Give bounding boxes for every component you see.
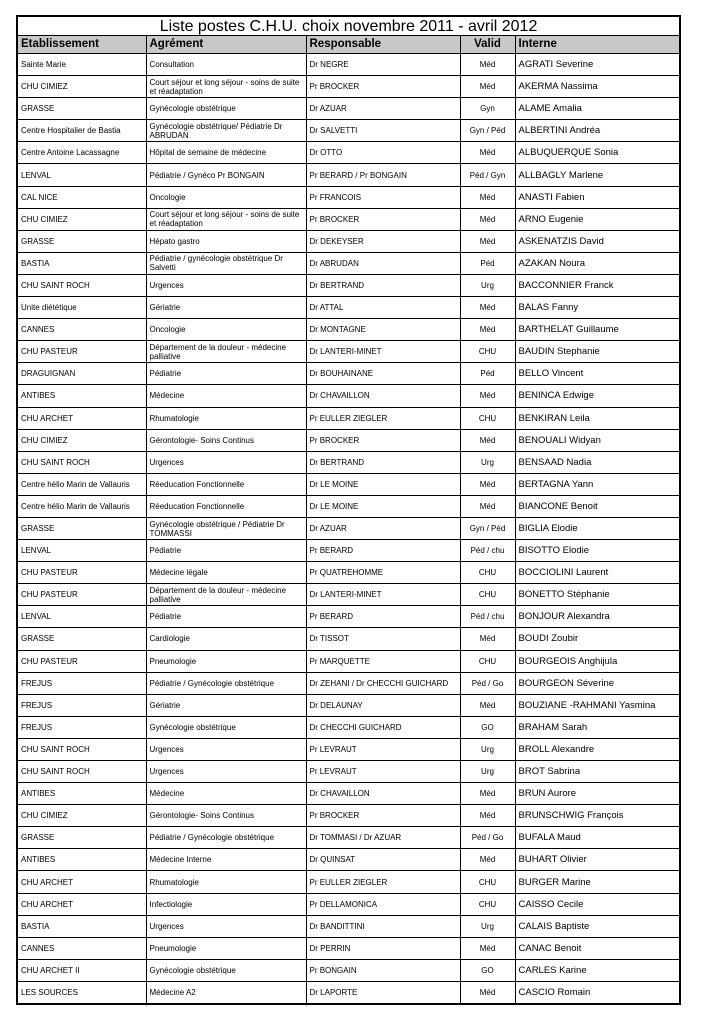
cell-valid: Péd / Go bbox=[460, 672, 515, 694]
cell-valid: Méd bbox=[460, 783, 515, 805]
cell-interne: ANASTI Fabien bbox=[515, 186, 680, 208]
table-row bbox=[17, 451, 680, 473]
cell-etablissement: Unite diététique bbox=[17, 297, 146, 319]
col-header-agrement: Agrément bbox=[146, 36, 306, 54]
cell-responsable: Dr TISSOT bbox=[306, 628, 460, 650]
cell-responsable: Pr LEVRAUT bbox=[306, 761, 460, 783]
cell-agrement: Urgences bbox=[146, 915, 306, 937]
cell-etablissement: DRAGUIGNAN bbox=[17, 363, 146, 385]
cell-interne: BUHART Olivier bbox=[515, 849, 680, 871]
table-row bbox=[17, 849, 680, 871]
cell-valid: Gyn / Péd bbox=[460, 517, 515, 539]
table-row bbox=[17, 54, 680, 76]
cell-valid: Urg bbox=[460, 451, 515, 473]
cell-responsable: Pr MARQUETTE bbox=[306, 650, 460, 672]
table-row bbox=[17, 871, 680, 893]
cell-interne: ASKENATZIS David bbox=[515, 230, 680, 252]
table-row bbox=[17, 981, 680, 1003]
cell-responsable: Dr MONTAGNE bbox=[306, 319, 460, 341]
cell-valid: Méd bbox=[460, 186, 515, 208]
header-row bbox=[17, 36, 680, 54]
cell-interne: BENOUALI Widyan bbox=[515, 429, 680, 451]
cell-etablissement: FREJUS bbox=[17, 716, 146, 738]
table-row bbox=[17, 738, 680, 760]
col-header-responsable: Responsable bbox=[306, 36, 460, 54]
table-row bbox=[17, 186, 680, 208]
cell-interne: BOURGEOIS Anghijula bbox=[515, 650, 680, 672]
cell-interne: BARTHELAT Guillaume bbox=[515, 319, 680, 341]
cell-interne: BIANCONE Benoit bbox=[515, 495, 680, 517]
cell-etablissement: CHU SAINT ROCH bbox=[17, 274, 146, 296]
cell-interne: BROT Sabrina bbox=[515, 761, 680, 783]
cell-valid: Méd bbox=[460, 230, 515, 252]
col-header-valid: Valid bbox=[460, 36, 515, 54]
cell-interne: BENKIRAN Leila bbox=[515, 407, 680, 429]
cell-agrement: Gérontologie- Soins Continus bbox=[146, 805, 306, 827]
cell-etablissement: GRASSE bbox=[17, 230, 146, 252]
table-row bbox=[17, 319, 680, 341]
cell-agrement: Département de la douleur - médecine palliative bbox=[146, 584, 306, 606]
cell-valid: Méd bbox=[460, 142, 515, 164]
cell-responsable: Dr ATTAL bbox=[306, 297, 460, 319]
cell-responsable: Pr LEVRAUT bbox=[306, 738, 460, 760]
cell-interne: BOUDI Zoubir bbox=[515, 628, 680, 650]
cell-agrement: Pédiatrie / gynécologie obstétrique Dr Salvetti bbox=[146, 252, 306, 274]
cell-responsable: Pr BROCKER bbox=[306, 429, 460, 451]
cell-interne: BRUNSCHWIG François bbox=[515, 805, 680, 827]
cell-agrement: Réeducation Fonctionnelle bbox=[146, 473, 306, 495]
cell-agrement: Rhumatologie bbox=[146, 407, 306, 429]
cell-interne: BROLL Alexandre bbox=[515, 738, 680, 760]
cell-responsable: Pr DELLAMONICA bbox=[306, 893, 460, 915]
col-header-etablissement: Etablissement bbox=[17, 36, 146, 54]
cell-etablissement: CANNES bbox=[17, 937, 146, 959]
cell-responsable: Dr CHAVAILLON bbox=[306, 783, 460, 805]
cell-responsable: Pr FRANCOIS bbox=[306, 186, 460, 208]
cell-interne: BOUZIANE -RAHMANI Yasmina bbox=[515, 694, 680, 716]
cell-etablissement: ANTIBES bbox=[17, 849, 146, 871]
cell-interne: BERTAGNA Yann bbox=[515, 473, 680, 495]
table-row bbox=[17, 164, 680, 186]
cell-agrement: Pédiatrie bbox=[146, 540, 306, 562]
cell-valid: Péd bbox=[460, 363, 515, 385]
cell-responsable: Dr LAPORTE bbox=[306, 981, 460, 1003]
cell-interne: AGRATI Severine bbox=[515, 54, 680, 76]
cell-responsable: Dr LANTERI-MINET bbox=[306, 341, 460, 363]
cell-agrement: Gérontologie- Soins Continus bbox=[146, 429, 306, 451]
cell-agrement: Pédiatrie bbox=[146, 363, 306, 385]
table-row bbox=[17, 915, 680, 937]
cell-valid: CHU bbox=[460, 341, 515, 363]
cell-interne: BOCCIOLINI Laurent bbox=[515, 562, 680, 584]
cell-etablissement: CHU PASTEUR bbox=[17, 341, 146, 363]
cell-agrement: Gériatrie bbox=[146, 297, 306, 319]
cell-etablissement: CHU SAINT ROCH bbox=[17, 451, 146, 473]
cell-responsable: Pr EULLER ZIEGLER bbox=[306, 407, 460, 429]
cell-interne: BELLO Vincent bbox=[515, 363, 680, 385]
cell-responsable: Pr BERARD bbox=[306, 606, 460, 628]
cell-valid: Méd bbox=[460, 628, 515, 650]
cell-agrement: Pneumologie bbox=[146, 937, 306, 959]
cell-interne: BONETTO Stéphanie bbox=[515, 584, 680, 606]
cell-etablissement: FREJUS bbox=[17, 672, 146, 694]
cell-agrement: Oncologie bbox=[146, 186, 306, 208]
cell-valid: Péd / chu bbox=[460, 540, 515, 562]
table-body bbox=[17, 54, 680, 1004]
cell-agrement: Réeducation Fonctionnelle bbox=[146, 495, 306, 517]
cell-agrement: Médecine bbox=[146, 385, 306, 407]
cell-valid: Méd bbox=[460, 981, 515, 1003]
table-row bbox=[17, 827, 680, 849]
cell-etablissement: Centre Hospitalier de Bastia bbox=[17, 120, 146, 142]
table-row bbox=[17, 385, 680, 407]
cell-etablissement: ANTIBES bbox=[17, 385, 146, 407]
table-row bbox=[17, 805, 680, 827]
cell-responsable: Dr CHECCHI GUICHARD bbox=[306, 716, 460, 738]
cell-agrement: Infectiologie bbox=[146, 893, 306, 915]
cell-etablissement: LENVAL bbox=[17, 164, 146, 186]
cell-responsable: Dr DELAUNAY bbox=[306, 694, 460, 716]
cell-etablissement: CHU CIMIEZ bbox=[17, 805, 146, 827]
cell-valid: Péd bbox=[460, 252, 515, 274]
cell-agrement: Pédiatrie bbox=[146, 606, 306, 628]
cell-etablissement: LENVAL bbox=[17, 606, 146, 628]
table-row bbox=[17, 893, 680, 915]
cell-etablissement: Sainte Marie bbox=[17, 54, 146, 76]
table-row bbox=[17, 252, 680, 274]
cell-interne: ALBERTINI Andréa bbox=[515, 120, 680, 142]
table-row bbox=[17, 716, 680, 738]
cell-agrement: Urgences bbox=[146, 274, 306, 296]
table-row bbox=[17, 274, 680, 296]
cell-interne: CANAC Benoit bbox=[515, 937, 680, 959]
cell-etablissement: FREJUS bbox=[17, 694, 146, 716]
cell-responsable: Pr BERARD bbox=[306, 540, 460, 562]
cell-valid: GO bbox=[460, 716, 515, 738]
cell-etablissement: Centre hélio Marin de Vallauris bbox=[17, 473, 146, 495]
cell-agrement: Pédiatrie / Gynéco Pr BONGAIN bbox=[146, 164, 306, 186]
cell-agrement: Oncologie bbox=[146, 319, 306, 341]
cell-etablissement: LENVAL bbox=[17, 540, 146, 562]
cell-valid: Péd / Go bbox=[460, 827, 515, 849]
cell-responsable: Dr OTTO bbox=[306, 142, 460, 164]
cell-agrement: Hôpital de semaine de médecine bbox=[146, 142, 306, 164]
cell-responsable: Dr AZUAR bbox=[306, 98, 460, 120]
cell-responsable: Pr BROCKER bbox=[306, 76, 460, 98]
cell-agrement: Médecine légale bbox=[146, 562, 306, 584]
table-row bbox=[17, 76, 680, 98]
cell-etablissement: CHU SAINT ROCH bbox=[17, 738, 146, 760]
cell-valid: Méd bbox=[460, 473, 515, 495]
table-row bbox=[17, 628, 680, 650]
cell-interne: ARNO Eugenie bbox=[515, 208, 680, 230]
cell-valid: Méd bbox=[460, 429, 515, 451]
cell-valid: Méd bbox=[460, 805, 515, 827]
table-row bbox=[17, 429, 680, 451]
cell-etablissement: Centre hélio Marin de Vallauris bbox=[17, 495, 146, 517]
col-header-interne: Interne bbox=[515, 36, 680, 54]
cell-etablissement: GRASSE bbox=[17, 827, 146, 849]
cell-interne: CAISSO Cecile bbox=[515, 893, 680, 915]
table-row bbox=[17, 937, 680, 959]
cell-valid: Péd / chu bbox=[460, 606, 515, 628]
cell-interne: BIGLIA Elodie bbox=[515, 517, 680, 539]
cell-etablissement: CHU CIMIEZ bbox=[17, 429, 146, 451]
cell-responsable: Dr QUINSAT bbox=[306, 849, 460, 871]
cell-etablissement: CHU ARCHET II bbox=[17, 959, 146, 981]
cell-valid: Méd bbox=[460, 937, 515, 959]
cell-interne: CARLES Karine bbox=[515, 959, 680, 981]
cell-valid: CHU bbox=[460, 562, 515, 584]
cell-interne: BURGER Marine bbox=[515, 871, 680, 893]
cell-interne: ALBUQUERQUE Sonia bbox=[515, 142, 680, 164]
cell-valid: CHU bbox=[460, 871, 515, 893]
cell-etablissement: CHU PASTEUR bbox=[17, 584, 146, 606]
table-row bbox=[17, 341, 680, 363]
cell-agrement: Gynécologie obstétrique bbox=[146, 716, 306, 738]
cell-responsable: Dr BERTRAND bbox=[306, 451, 460, 473]
cell-valid: CHU bbox=[460, 650, 515, 672]
postes-sheet bbox=[16, 15, 679, 1005]
cell-interne: CALAIS Baptiste bbox=[515, 915, 680, 937]
cell-etablissement: GRASSE bbox=[17, 517, 146, 539]
cell-interne: BAUDIN Stephanie bbox=[515, 341, 680, 363]
cell-etablissement: CHU ARCHET bbox=[17, 871, 146, 893]
table-row bbox=[17, 562, 680, 584]
cell-etablissement: CHU PASTEUR bbox=[17, 562, 146, 584]
cell-valid: Péd / Gyn bbox=[460, 164, 515, 186]
cell-agrement: Médecine A2 bbox=[146, 981, 306, 1003]
cell-interne: ALLBAGLY Marlene bbox=[515, 164, 680, 186]
cell-interne: BRUN Aurore bbox=[515, 783, 680, 805]
cell-interne: BOURGEON Séverine bbox=[515, 672, 680, 694]
cell-responsable: Dr CHAVAILLON bbox=[306, 385, 460, 407]
cell-agrement: Médecine Interne bbox=[146, 849, 306, 871]
cell-responsable: Pr QUATREHOMME bbox=[306, 562, 460, 584]
table-row bbox=[17, 495, 680, 517]
cell-etablissement: BASTIA bbox=[17, 915, 146, 937]
cell-agrement: Hépato gastro bbox=[146, 230, 306, 252]
table-row bbox=[17, 407, 680, 429]
cell-responsable: Dr LE MOINE bbox=[306, 473, 460, 495]
cell-agrement: Consultation bbox=[146, 54, 306, 76]
table-row bbox=[17, 959, 680, 981]
cell-responsable: Dr BERTRAND bbox=[306, 274, 460, 296]
cell-etablissement: CANNES bbox=[17, 319, 146, 341]
table-row bbox=[17, 363, 680, 385]
table-row bbox=[17, 120, 680, 142]
cell-etablissement: Centre Antoine Lacassagne bbox=[17, 142, 146, 164]
table-row bbox=[17, 142, 680, 164]
cell-agrement: Urgences bbox=[146, 738, 306, 760]
cell-agrement: Urgences bbox=[146, 761, 306, 783]
cell-interne: BONJOUR Alexandra bbox=[515, 606, 680, 628]
cell-agrement: Urgences bbox=[146, 451, 306, 473]
table-row bbox=[17, 540, 680, 562]
cell-interne: BISOTTO Elodie bbox=[515, 540, 680, 562]
cell-agrement: Cardiologie bbox=[146, 628, 306, 650]
cell-agrement: Pédiatrie / Gynécologie obstétrique bbox=[146, 827, 306, 849]
cell-valid: Urg bbox=[460, 738, 515, 760]
cell-valid: Méd bbox=[460, 297, 515, 319]
table-row bbox=[17, 98, 680, 120]
cell-interne: AKERMA Nassima bbox=[515, 76, 680, 98]
cell-interne: BUFALA Maud bbox=[515, 827, 680, 849]
cell-interne: BACCONNIER Franck bbox=[515, 274, 680, 296]
cell-etablissement: CAL NICE bbox=[17, 186, 146, 208]
table-row bbox=[17, 230, 680, 252]
table-row bbox=[17, 694, 680, 716]
cell-responsable: Dr DEKEYSER bbox=[306, 230, 460, 252]
cell-responsable: Pr EULLER ZIEGLER bbox=[306, 871, 460, 893]
cell-responsable: Dr AZUAR bbox=[306, 517, 460, 539]
cell-responsable: Dr PERRIN bbox=[306, 937, 460, 959]
cell-etablissement: ANTIBES bbox=[17, 783, 146, 805]
cell-etablissement: GRASSE bbox=[17, 98, 146, 120]
cell-valid: Méd bbox=[460, 54, 515, 76]
cell-valid: CHU bbox=[460, 584, 515, 606]
table-row bbox=[17, 783, 680, 805]
cell-responsable: Dr ZEHANI / Dr CHECCHI GUICHARD bbox=[306, 672, 460, 694]
cell-valid: GO bbox=[460, 959, 515, 981]
cell-responsable: Dr BANDITTINI bbox=[306, 915, 460, 937]
cell-interne: BALAS Fanny bbox=[515, 297, 680, 319]
table-row bbox=[17, 297, 680, 319]
cell-valid: Urg bbox=[460, 915, 515, 937]
cell-etablissement: CHU PASTEUR bbox=[17, 650, 146, 672]
cell-etablissement: CHU ARCHET bbox=[17, 893, 146, 915]
cell-responsable: Pr BROCKER bbox=[306, 208, 460, 230]
cell-valid: Méd bbox=[460, 208, 515, 230]
cell-etablissement: GRASSE bbox=[17, 628, 146, 650]
cell-interne: ALAME Amalia bbox=[515, 98, 680, 120]
cell-etablissement: CHU CIMIEZ bbox=[17, 76, 146, 98]
cell-responsable: Dr LANTERI-MINET bbox=[306, 584, 460, 606]
table-row bbox=[17, 761, 680, 783]
cell-agrement: Pneumologie bbox=[146, 650, 306, 672]
table-row bbox=[17, 517, 680, 539]
table-row bbox=[17, 650, 680, 672]
cell-interne: BENINCA Edwige bbox=[515, 385, 680, 407]
cell-interne: BENSAAD Nadia bbox=[515, 451, 680, 473]
cell-responsable: Dr LE MOINE bbox=[306, 495, 460, 517]
cell-agrement: Médecine bbox=[146, 783, 306, 805]
cell-responsable: Pr BROCKER bbox=[306, 805, 460, 827]
cell-agrement: Pédiatrie / Gynécologie obstétrique bbox=[146, 672, 306, 694]
cell-agrement: Gériatrie bbox=[146, 694, 306, 716]
cell-agrement: Gynécologie obstétrique bbox=[146, 98, 306, 120]
cell-etablissement: BASTIA bbox=[17, 252, 146, 274]
cell-interne: CASCIO Romain bbox=[515, 981, 680, 1003]
cell-valid: Urg bbox=[460, 761, 515, 783]
cell-etablissement: CHU SAINT ROCH bbox=[17, 761, 146, 783]
cell-responsable: Dr TOMMASI / Dr AZUAR bbox=[306, 827, 460, 849]
cell-etablissement: LES SOURCES bbox=[17, 981, 146, 1003]
postes-table bbox=[16, 15, 681, 1005]
cell-responsable: Dr ABRUDAN bbox=[306, 252, 460, 274]
cell-agrement: Gynécologie obstétrique bbox=[146, 959, 306, 981]
cell-responsable: Dr SALVETTI bbox=[306, 120, 460, 142]
cell-interne: BRAHAM Sarah bbox=[515, 716, 680, 738]
cell-valid: Méd bbox=[460, 694, 515, 716]
table-row bbox=[17, 473, 680, 495]
cell-agrement: Gynécologie obstétrique/ Pédiatrie Dr ABRUDAN bbox=[146, 120, 306, 142]
cell-valid: Gyn bbox=[460, 98, 515, 120]
cell-responsable: Dr NEGRE bbox=[306, 54, 460, 76]
cell-valid: CHU bbox=[460, 893, 515, 915]
cell-agrement: Rhumatologie bbox=[146, 871, 306, 893]
cell-valid: Méd bbox=[460, 319, 515, 341]
cell-responsable: Pr BONGAIN bbox=[306, 959, 460, 981]
cell-valid: Méd bbox=[460, 495, 515, 517]
sheet-title: Liste postes C.H.U. choix novembre 2011 - avril 2012 bbox=[17, 16, 680, 36]
cell-valid: Urg bbox=[460, 274, 515, 296]
cell-valid: CHU bbox=[460, 407, 515, 429]
table-row bbox=[17, 606, 680, 628]
table-row bbox=[17, 584, 680, 606]
table-row bbox=[17, 208, 680, 230]
cell-etablissement: CHU ARCHET bbox=[17, 407, 146, 429]
cell-agrement: Court séjour et long séjour - soins de suite et réadaptation bbox=[146, 208, 306, 230]
cell-valid: Méd bbox=[460, 76, 515, 98]
cell-etablissement: CHU CIMIEZ bbox=[17, 208, 146, 230]
cell-valid: Méd bbox=[460, 385, 515, 407]
cell-agrement: Gynécologie obstétrique / Pédiatrie Dr TOMMASSI bbox=[146, 517, 306, 539]
cell-interne: AZAKAN Noura bbox=[515, 252, 680, 274]
cell-responsable: Pr BERARD / Pr BONGAIN bbox=[306, 164, 460, 186]
cell-responsable: Dr BOUHAINANE bbox=[306, 363, 460, 385]
cell-agrement: Court séjour et long séjour - soins de suite et réadaptation bbox=[146, 76, 306, 98]
cell-agrement: Département de la douleur - médecine palliative bbox=[146, 341, 306, 363]
cell-valid: Gyn / Péd bbox=[460, 120, 515, 142]
table-row bbox=[17, 672, 680, 694]
cell-valid: Méd bbox=[460, 849, 515, 871]
